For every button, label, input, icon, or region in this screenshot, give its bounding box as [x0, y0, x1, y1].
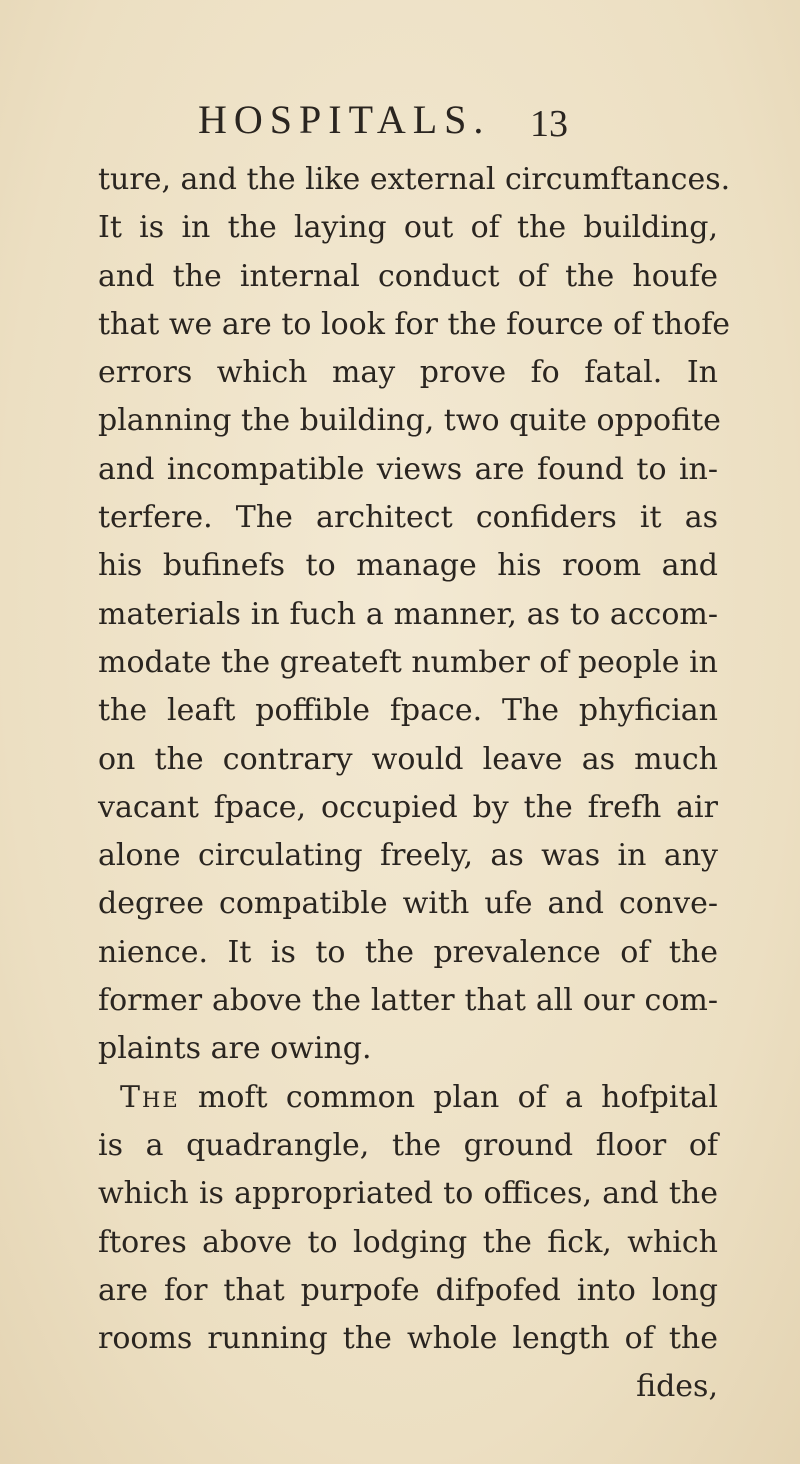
running-head	[0, 94, 800, 146]
text-line: degree compatible with ufe and conve-	[98, 886, 718, 922]
text-line: materials in fuch a manner, as to accom-	[98, 596, 718, 632]
text-line: ture, and the like external circumftances.	[98, 162, 731, 197]
text-line: rooms running the whole length of the	[98, 1321, 718, 1357]
text-line: nience. It is to the prevalence of the	[98, 934, 718, 970]
text-line: former above the latter that all our com-	[98, 983, 718, 1019]
text-line: plaints are owing.	[98, 1031, 372, 1067]
paragraph-lead-word: The	[120, 1079, 180, 1115]
text-line: vacant fpace, occupied by the frefh air	[98, 789, 718, 825]
paragraph-opening-rest: moft common plan of a hofpital	[179, 1079, 718, 1115]
page-number: 13	[530, 103, 568, 145]
text-line: planning the building, two quite oppofite	[98, 403, 721, 439]
text-line: on the contrary would leave as much	[98, 741, 718, 777]
paragraph-opening-line	[98, 1074, 718, 1122]
text-line: It is in the laying out of the building,	[98, 210, 718, 246]
text-line: are for that purpofe difpofed into long	[98, 1272, 718, 1308]
text-line: alone circulating freely, as was in any	[98, 838, 718, 874]
text-line: is a quadrangle, the ground floor of	[98, 1127, 718, 1163]
text-line: the leaft poffible fpace. The phyfician	[98, 693, 718, 729]
text-line: ftores above to lodging the fick, which	[98, 1224, 718, 1260]
text-line: and the internal conduct of the houfe	[98, 258, 718, 294]
running-title: HOSPITALS.	[198, 97, 491, 142]
text-line: modate the greateft number of people in	[98, 644, 718, 680]
text-line: errors which may prove fo fatal. In	[98, 355, 718, 391]
text-line: and incompatible views are found to in-	[98, 451, 718, 487]
body-text	[98, 156, 731, 1412]
text-line: terfere. The architect confiders it as	[98, 500, 718, 536]
catchword: fides,	[636, 1369, 718, 1405]
text-line: that we are to look for the fource of thofe	[98, 306, 731, 342]
text-line: which is appropriated to offices, and the	[98, 1176, 718, 1212]
text-line: his bufinefs to manage his room and	[98, 548, 718, 584]
